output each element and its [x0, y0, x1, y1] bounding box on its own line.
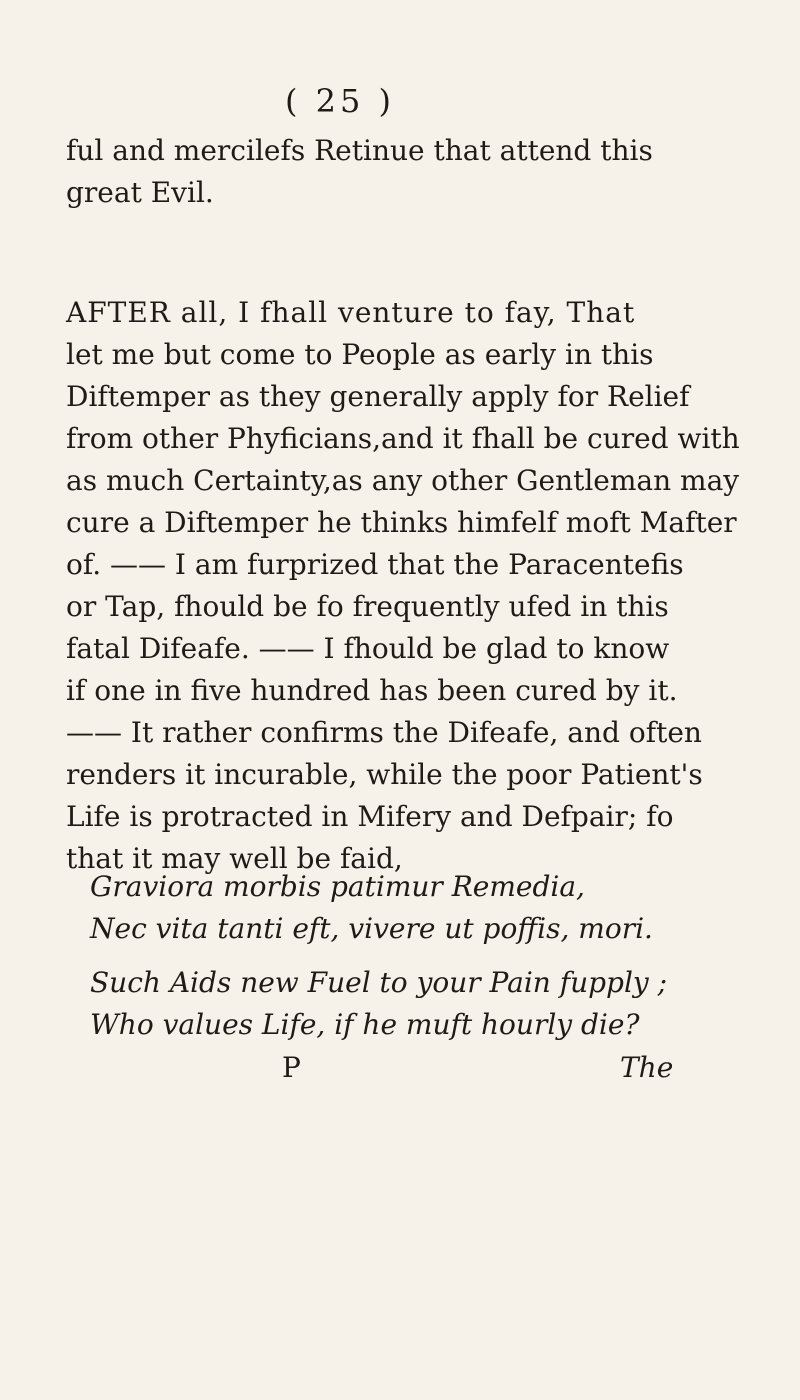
text-line: if one in five hundred has been cured by it. [66, 674, 678, 707]
catchword: The [620, 1051, 674, 1084]
quote-line: Such Aids new Fuel to your Pain fupply ; [90, 966, 668, 999]
text-line: of. —— I am furprized that the Paracentefis [66, 548, 684, 581]
text-line: fatal Difeafe. —— I fhould be glad to know [66, 632, 670, 665]
main-paragraph [66, 292, 740, 880]
text-line: or Tap, fhould be fo frequently ufed in this [66, 590, 669, 623]
text-line: ful and mercilefs Retinue that attend this [66, 134, 653, 167]
text-line: as much Certainty,as any other Gentleman may [66, 464, 740, 497]
text-line: —— It rather confirms the Difeafe, and often [66, 716, 702, 749]
text-line: let me but come to People as early in this [66, 338, 654, 371]
latin-quotation [90, 866, 730, 950]
english-quotation [90, 962, 740, 1046]
signature-mark: P [282, 1051, 301, 1084]
page-number: ( 25 ) [285, 82, 396, 120]
text-line: Life is protracted in Mifery and Defpair; fo [66, 800, 674, 833]
quote-line: Graviora morbis patimur Remedia, [90, 870, 585, 903]
text-line: renders it incurable, while the poor Patient's [66, 758, 703, 791]
text-line: that it may well be faid, [66, 842, 403, 875]
text-line: from other Phyficians,and it fhall be cured with [66, 422, 740, 455]
text-line: Diftemper as they generally apply for Relief [66, 380, 690, 413]
text-line: great Evil. [66, 176, 214, 209]
quote-line: Nec vita tanti eft, vivere ut poffis, mori. [90, 912, 653, 945]
text-line: cure a Diftemper he thinks himfelf moft Mafter [66, 506, 737, 539]
text-line: AFTER all, I fhall venture to fay, That [66, 296, 636, 329]
quote-line: Who values Life, if he muft hourly die? [90, 1008, 640, 1041]
paragraph-continuation [66, 130, 726, 214]
